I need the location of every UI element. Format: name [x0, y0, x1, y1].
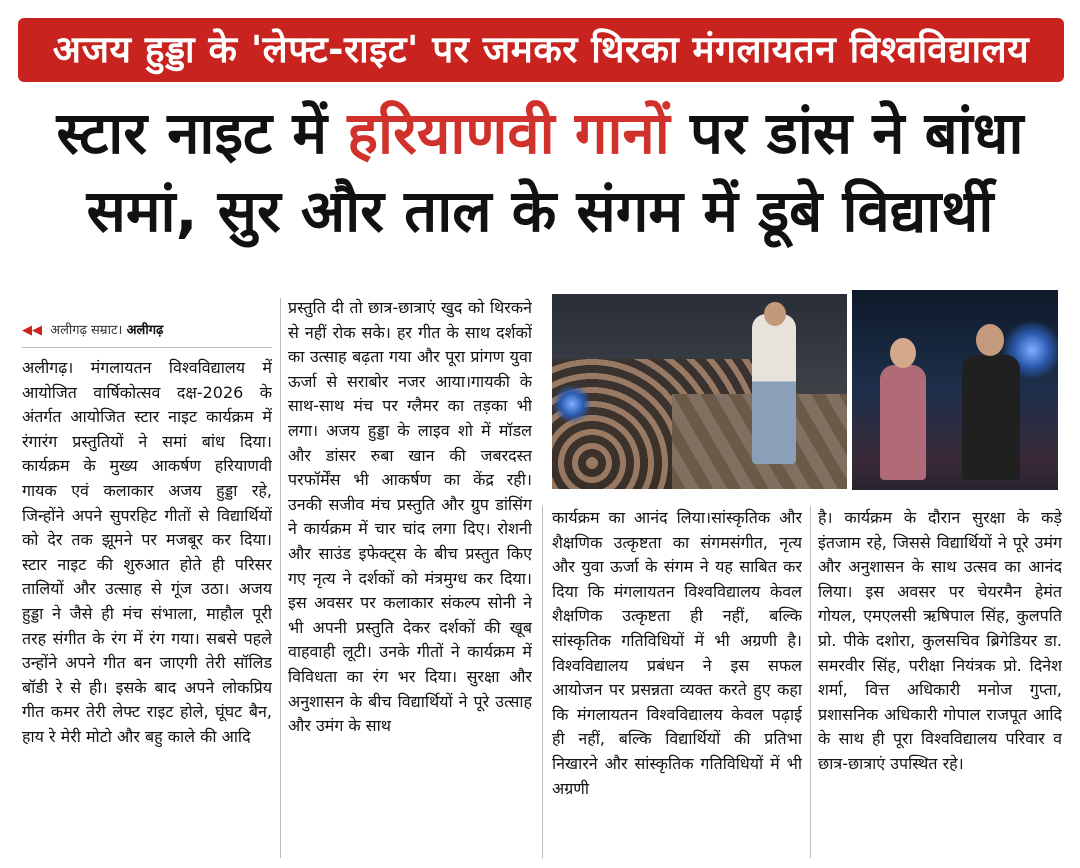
singer-head: [976, 324, 1004, 356]
article-column-4: [818, 506, 1062, 856]
stage-duet-photo: [852, 290, 1058, 490]
concert-crowd-photo: [552, 294, 847, 489]
headline-line-1: [10, 94, 1070, 172]
singer-with-mic-figure: [962, 355, 1020, 480]
stage-light: [552, 384, 592, 424]
article-column-2: [288, 296, 532, 856]
column-divider-1: [280, 298, 281, 858]
column-divider-3: [810, 506, 811, 858]
kicker-banner: अजय हुड्डा के 'लेफ्ट-राइट' पर जमकर थिरका मंगलायतन विश्वविद्यालय: [18, 18, 1064, 82]
singer-head: [764, 302, 786, 326]
article-column-1: [22, 356, 272, 856]
column-divider-2: [542, 506, 543, 858]
singer-figure: [752, 314, 796, 464]
dancer-figure: [880, 365, 926, 480]
byline-source: अलीगढ़ सम्राट।: [50, 323, 123, 338]
headline-line-1-after: पर डांस ने बांधा: [669, 99, 1024, 167]
column-2-text: प्रस्तुति दी तो छात्र-छात्राएं खुद को थिरकने से नहीं रोक सके। हर गीत के साथ दर्शकों का उत्साह बढ़ता गया और पूरा प्रांगण युवा ऊर्जा से सराबोर नजर आया।गायकी के साथ-साथ मंच पर ग्लैमर का तड़का भी लगा। अजय हुड्डा के लाइव शो में मॉडल और डांसर रुबा खान की जबरदस्त परफॉर्मेंस भी आकर्षण का केंद्र रही। उनकी सजीव मंच प्रस्तुति और ग्रुप डांसिंग ने कार्यक्रम में चार चांद लगा दिए। रोशनी और साउंड इफेक्ट्स के बीच प्रस्तुत किए गए नृत्य ने दर्शकों को मंत्रमुग्ध कर दिया। इस अवसर पर कलाकार संकल्प सोनी ने भी अपनी प्रस्तुति देकर दर्शकों की खूब वाहवाही लूटी। उनके गीतों ने कार्यक्रम में विविधता का रंग भर दिया। सुरक्षा और अनुशासन के बीच विद्यार्थियों ने पूरे उत्साह और उमंग के साथ: [288, 298, 532, 736]
byline-place: अलीगढ़: [126, 323, 164, 338]
headline-line-1-before: स्टार नाइट में: [56, 99, 348, 167]
column-3-text: कार्यक्रम का आनंद लिया।सांस्कृतिक और शैक्षणिक उत्कृष्टता का संगमसंगीत, नृत्य और युवा ऊर्जा के संगम ने यह साबित कर दिया कि मंगलायतन विश्वविद्यालय केवल शैक्षणिक उत्कृष्टता ही नहीं, बल्कि सांस्कृतिक गतिविधियों में भी अग्रणी है। विश्वविद्यालय प्रबंधन ने इस सफल आयोजन पर प्रसन्नता व्यक्त करते हुए कहा कि मंगलायतन विश्वविद्यालय केवल पढ़ाई ही नहीं, बल्कि विद्यार्थियों की प्रतिभा निखारने और सांस्कृतिक गतिविधियों में भी अग्रणी: [552, 508, 802, 798]
dancer-head: [890, 338, 916, 368]
byline-divider: [22, 347, 272, 348]
byline: [22, 318, 280, 344]
rewind-arrows-icon: ◀◀: [22, 323, 42, 338]
headline-line-2: समां, सुर और ताल के संगम में डूबे विद्यार्थी: [86, 177, 994, 245]
column-1-text: अलीगढ़। मंगलायतन विश्वविद्यालय में आयोजित वार्षिकोत्सव दक्ष-2026 के अंतर्गत आयोजित स्टार नाइट कार्यक्रम में रंगारंग प्रस्तुतियों ने समां बांध दिया। कार्यक्रम के मुख्य आकर्षण हरियाणवी गायक एवं कलाकार अजय हुड्डा रहे, जिन्होंने अपने सुपरहिट गीतों से विद्यार्थियों को देर तक झूमने पर मजबूर कर दिया। स्टार नाइट की शुरुआत होते ही परिसर तालियों और उत्साह से गूंज उठा। अजय हुड्डा ने जैसे ही मंच संभाला, माहौल पूरी तरह संगीत के रंग में रंग गया। सबसे पहले उन्होंने अपने गीत बन जाएगी तेरी सॉलिड बॉडी रे से ही। इसके बाद अपने लोकप्रिय गीत कमर तेरी लेफ्ट राइट होले, घूंघट बैन, हाय रे मेरी मोटो और बहु काले की आदि: [22, 358, 272, 746]
column-4-text: है। कार्यक्रम के दौरान सुरक्षा के कड़े इंतजाम रहे, जिससे विद्यार्थियों ने पूरे उमंग और अनुशासन के साथ उत्सव का आनंद लिया। इस अवसर पर चेयरमैन हेमंत गोयल, एमएलसी ऋषिपाल सिंह, कुलपति प्रो. पीके दशोरा, कुलसचिव ब्रिगेडियर डा. समरवीर सिंह, परीक्षा नियंत्रक प्रो. दिनेश शर्मा, वित्त अधिकारी मनोज गुप्ता, प्रशासनिक अधिकारी गोपाल राजपूत आदि के साथ ही पूरा विश्वविद्यालय परिवार व छात्र-छात्राएं उपस्थित रहे।: [818, 508, 1062, 773]
article-column-3: [552, 506, 802, 856]
headline: [10, 94, 1070, 250]
headline-highlight: हरियाणवी गानों: [347, 99, 670, 167]
